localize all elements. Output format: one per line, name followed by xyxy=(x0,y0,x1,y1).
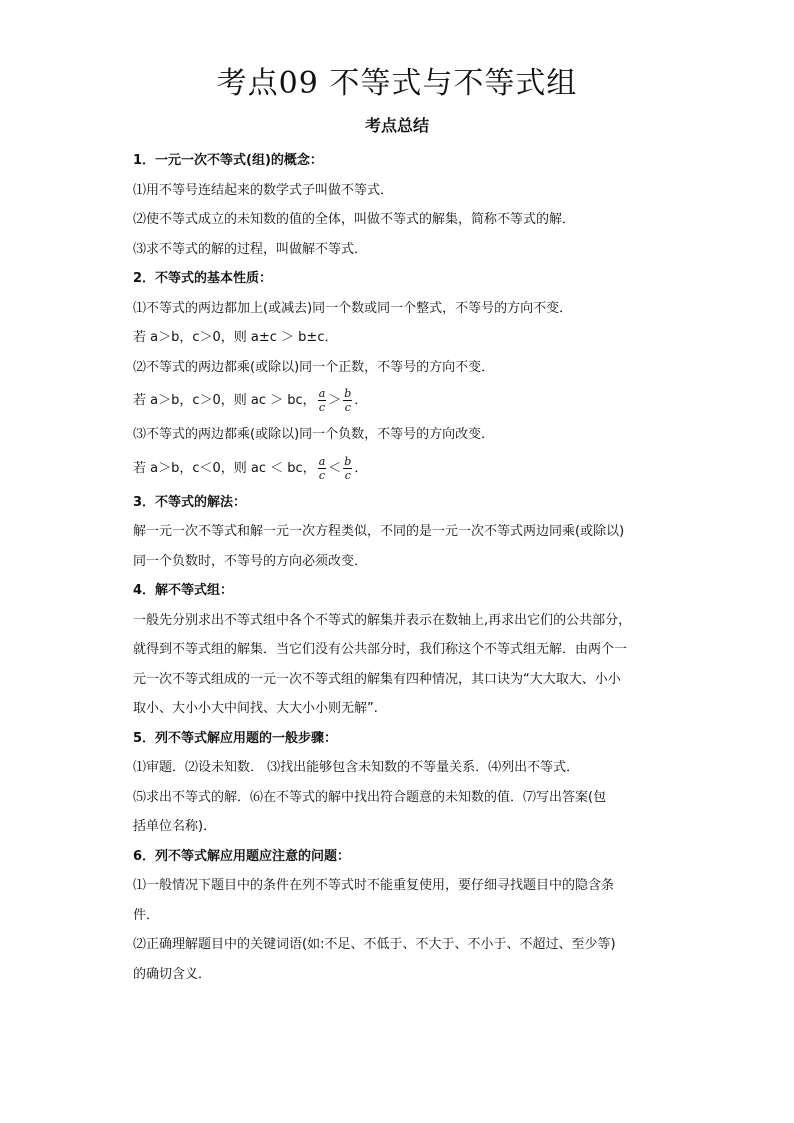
formula-2-end: ． xyxy=(354,393,368,408)
fraction-numerator: b xyxy=(344,387,352,400)
fraction-denominator: c xyxy=(318,468,326,482)
section-6-line-3: ⑵正确理解题目中的关键词语(如:不足、不低于、不大于、不小于、不超过、至少等) xyxy=(133,937,616,952)
section-2-line-1: ⑴不等式的两边都加上(或减去)同一个数或同一个整式，不等号的方向不变． xyxy=(133,300,573,316)
formula-3-end: ． xyxy=(354,460,368,476)
content xyxy=(133,146,673,989)
section-5-heading: 5．列不等式解应用题的一般步骤： xyxy=(133,730,338,746)
fraction-a-over-c xyxy=(318,387,327,414)
section-6-line-1: ⑴一般情况下题目中的条件在列不等式时不能重复使用，要仔细寻找题目中的隐含条 xyxy=(133,878,615,893)
section-1-heading: 1．一元一次不等式(组)的概念： xyxy=(133,153,323,168)
page-title: 考点09 不等式与不等式组 xyxy=(216,66,578,101)
section-2-line-3: ⑶不等式的两边都乘(或除以)同一个负数，不等号的方向改变． xyxy=(133,427,495,442)
page-subtitle: 考点总结 xyxy=(364,116,429,135)
section-2-formula-2 xyxy=(133,382,673,420)
section-2-heading: 2．不等式的基本性质： xyxy=(133,271,273,286)
fraction-numerator: a xyxy=(318,387,326,400)
section-5-line-1: ⑴审题．⑵设未知数． ⑶找出能够包含未知数的不等量关系．⑷列出不等式． xyxy=(133,760,580,775)
section-4-line-2: 就得到不等式组的解集．当它们没有公共部分时，我们称这个不等式组无解．由两个一 xyxy=(133,642,628,657)
formula-3-prefix: 若 a＞b，c＜0，则 ac ＜ bc， xyxy=(133,460,316,476)
section-3-line-1: 解一元一次不等式和解一元一次方程类似，不同的是一元一次不等式两边同乘(或除以) xyxy=(133,524,625,539)
formula-3-operator: ＜ xyxy=(328,460,342,476)
fraction-b-over-c xyxy=(343,387,352,414)
section-2-formula-1: 若 a＞b，c＞0，则 a±c ＞ b±c． xyxy=(133,330,338,345)
fraction-numerator: a xyxy=(318,454,326,468)
section-4-line-3: 元一次不等式组成的一元一次不等式组的解集有四种情况，其口诀为“大大取大、小小 xyxy=(133,671,621,687)
section-4-line-4: 取小、大小小大中间找、大大小小则无解”. xyxy=(133,701,378,716)
fraction-denominator: c xyxy=(318,401,326,414)
fraction-a-over-c xyxy=(318,455,327,482)
fraction-b-over-c xyxy=(343,455,352,482)
section-2-formula-3 xyxy=(133,450,673,488)
section-1-line-1: ⑴用不等号连结起来的数学式子叫做不等式． xyxy=(133,182,394,198)
section-6-heading: 6．列不等式解应用题应注意的问题： xyxy=(133,848,351,864)
section-3-heading: 3．不等式的解法： xyxy=(133,494,247,510)
fraction-numerator: b xyxy=(344,454,352,468)
section-2-line-2: ⑵不等式的两边都乘(或除以)同一个正数，不等号的方向不变． xyxy=(133,359,495,375)
section-4-line-1: 一般先分别求出不等式组中各个不等式的解集并表示在数轴上,再求出它们的公共部分， xyxy=(133,612,632,628)
section-5-line-3: 括单位名称)． xyxy=(133,819,217,834)
section-5-line-2: ⑸求出不等式的解．⑹在不等式的解中找出符合题意的未知数的值．⑺写出答案(包 xyxy=(133,789,607,805)
fraction-denominator: c xyxy=(344,401,351,414)
formula-2-operator: ＞ xyxy=(328,393,342,408)
section-6-line-4: 的确切含义． xyxy=(133,966,212,982)
section-3-line-2: 同一个负数时，不等号的方向必须改变． xyxy=(133,553,368,569)
section-6-line-2: 件． xyxy=(133,907,160,923)
formula-2-prefix: 若 a＞b，c＞0，则 ac ＞ bc， xyxy=(133,393,316,408)
section-1-line-3: ⑶求不等式的解的过程，叫做解不等式． xyxy=(133,241,368,257)
section-4-heading: 4．解不等式组： xyxy=(133,583,234,598)
section-1-line-2: ⑵使不等式成立的未知数的值的全体，叫做不等式的解集，简称不等式的解． xyxy=(133,212,576,227)
fraction-denominator: c xyxy=(344,468,351,482)
